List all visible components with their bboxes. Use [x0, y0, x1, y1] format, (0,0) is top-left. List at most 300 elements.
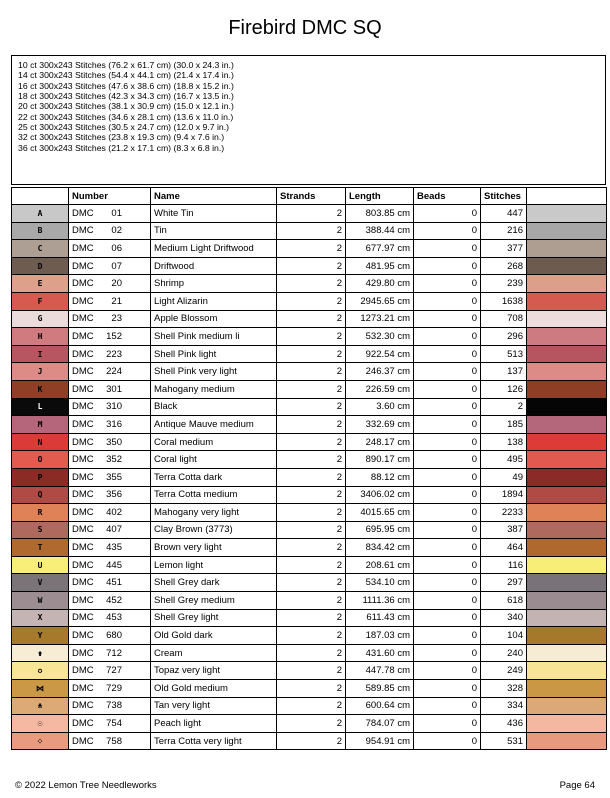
name-cell: Terra Cotta dark: [151, 468, 277, 486]
strands-cell: 2: [277, 328, 346, 346]
beads-cell: 0: [414, 627, 481, 645]
symbol-cell: J: [12, 363, 69, 381]
brand-label: DMC: [72, 682, 94, 694]
symbol-cell: Y: [12, 627, 69, 645]
name-cell: Shrimp: [151, 275, 277, 293]
header-symbol: [12, 188, 69, 205]
stitches-cell: 296: [481, 328, 527, 346]
floss-number: 316: [106, 418, 122, 430]
name-cell: Old Gold medium: [151, 680, 277, 698]
brand-label: DMC: [72, 700, 94, 712]
length-cell: 3.60 cm: [346, 398, 414, 416]
strands-cell: 2: [277, 205, 346, 223]
table-row: [12, 697, 607, 715]
fabric-sizes-box: [11, 55, 606, 185]
floss-number: 20: [111, 278, 122, 290]
stitches-cell: 240: [481, 644, 527, 662]
floss-number: 21: [111, 295, 122, 307]
symbol-cell: P: [12, 468, 69, 486]
floss-number: 680: [106, 630, 122, 642]
name-cell: Brown very light: [151, 539, 277, 557]
table-row: [12, 292, 607, 310]
number-cell: [69, 433, 151, 451]
table-row: [12, 205, 607, 223]
color-swatch: [527, 345, 607, 363]
length-cell: 677.97 cm: [346, 240, 414, 258]
floss-number: 712: [106, 647, 122, 659]
brand-label: DMC: [72, 489, 94, 501]
color-swatch: [527, 556, 607, 574]
brand-label: DMC: [72, 630, 94, 642]
header-beads: Beads: [414, 188, 481, 205]
symbol-cell: I: [12, 345, 69, 363]
length-cell: 1273.21 cm: [346, 310, 414, 328]
beads-cell: 0: [414, 574, 481, 592]
stitches-cell: 126: [481, 380, 527, 398]
brand-label: DMC: [72, 278, 94, 290]
floss-number: 352: [106, 454, 122, 466]
color-swatch: [527, 257, 607, 275]
name-cell: Terra Cotta very light: [151, 732, 277, 750]
fabric-size-line: 36 ct 300x243 Stitches (21.2 x 17.1 cm) (8.3 x 6.8 in.): [18, 142, 225, 153]
brand-label: DMC: [72, 207, 94, 219]
header-length: Length: [346, 188, 414, 205]
floss-number: 758: [106, 735, 122, 747]
stitches-cell: 328: [481, 680, 527, 698]
stitches-cell: 436: [481, 715, 527, 733]
strands-cell: 2: [277, 662, 346, 680]
strands-cell: 2: [277, 715, 346, 733]
length-cell: 248.17 cm: [346, 433, 414, 451]
table-row: [12, 662, 607, 680]
header-number: Number: [69, 188, 151, 205]
length-cell: 532.30 cm: [346, 328, 414, 346]
number-cell: [69, 504, 151, 522]
stitches-cell: 464: [481, 539, 527, 557]
symbol-cell: U: [12, 556, 69, 574]
floss-number: 452: [106, 594, 122, 606]
fabric-size-line: 22 ct 300x243 Stitches (34.6 x 28.1 cm) (13.6 x 11.0 in.): [18, 111, 234, 122]
color-swatch: [527, 627, 607, 645]
floss-number: 01: [111, 207, 122, 219]
symbol-cell: N: [12, 433, 69, 451]
symbol-cell: ✪: [12, 662, 69, 680]
beads-cell: 0: [414, 644, 481, 662]
number-cell: [69, 574, 151, 592]
header-strands: Strands: [277, 188, 346, 205]
fabric-size-line: 32 ct 300x243 Stitches (23.8 x 19.3 cm) (9.4 x 7.6 in.): [18, 132, 225, 143]
brand-label: DMC: [72, 260, 94, 272]
table-row: [12, 380, 607, 398]
brand-label: DMC: [72, 225, 94, 237]
stitches-cell: 2: [481, 398, 527, 416]
name-cell: Shell Pink medium li: [151, 328, 277, 346]
length-cell: 226.59 cm: [346, 380, 414, 398]
color-swatch: [527, 310, 607, 328]
table-row: [12, 574, 607, 592]
fabric-size-line: 25 ct 300x243 Stitches (30.5 x 24.7 cm) (12.0 x 9.7 in.): [18, 122, 230, 133]
floss-number: 355: [106, 471, 122, 483]
symbol-cell: G: [12, 310, 69, 328]
length-cell: 611.43 cm: [346, 609, 414, 627]
beads-cell: 0: [414, 345, 481, 363]
beads-cell: 0: [414, 292, 481, 310]
color-swatch: [527, 697, 607, 715]
length-cell: 922.54 cm: [346, 345, 414, 363]
name-cell: Coral light: [151, 451, 277, 469]
number-cell: [69, 363, 151, 381]
beads-cell: 0: [414, 451, 481, 469]
color-swatch: [527, 504, 607, 522]
floss-number: 152: [106, 330, 122, 342]
beads-cell: 0: [414, 592, 481, 610]
floss-number: 738: [106, 700, 122, 712]
name-cell: Tan very light: [151, 697, 277, 715]
number-cell: [69, 539, 151, 557]
stitches-cell: 249: [481, 662, 527, 680]
stitches-cell: 104: [481, 627, 527, 645]
floss-number: 451: [106, 577, 122, 589]
length-cell: 890.17 cm: [346, 451, 414, 469]
beads-cell: 0: [414, 732, 481, 750]
strands-cell: 2: [277, 644, 346, 662]
table-row: [12, 275, 607, 293]
beads-cell: 0: [414, 504, 481, 522]
length-cell: 784.07 cm: [346, 715, 414, 733]
brand-label: DMC: [72, 348, 94, 360]
number-cell: [69, 240, 151, 258]
brand-label: DMC: [72, 383, 94, 395]
strands-cell: 2: [277, 732, 346, 750]
number-cell: [69, 521, 151, 539]
beads-cell: 0: [414, 486, 481, 504]
color-swatch: [527, 732, 607, 750]
color-swatch: [527, 328, 607, 346]
strands-cell: 2: [277, 468, 346, 486]
strands-cell: 2: [277, 222, 346, 240]
color-swatch: [527, 644, 607, 662]
number-cell: [69, 451, 151, 469]
strands-cell: 2: [277, 504, 346, 522]
strands-cell: 2: [277, 521, 346, 539]
beads-cell: 0: [414, 257, 481, 275]
table-row: [12, 715, 607, 733]
table-row: [12, 416, 607, 434]
symbol-cell: D: [12, 257, 69, 275]
symbol-cell: S: [12, 521, 69, 539]
name-cell: Clay Brown (3773): [151, 521, 277, 539]
brand-label: DMC: [72, 436, 94, 448]
floss-number: 729: [106, 682, 122, 694]
name-cell: Mahogany very light: [151, 504, 277, 522]
number-cell: [69, 556, 151, 574]
table-row: [12, 556, 607, 574]
footer-page-number: Page 64: [559, 780, 595, 791]
beads-cell: 0: [414, 363, 481, 381]
beads-cell: 0: [414, 416, 481, 434]
symbol-cell: V: [12, 574, 69, 592]
beads-cell: 0: [414, 697, 481, 715]
name-cell: Antique Mauve medium: [151, 416, 277, 434]
color-swatch: [527, 240, 607, 258]
symbol-cell: ⁘: [12, 732, 69, 750]
brand-label: DMC: [72, 559, 94, 571]
strands-cell: 2: [277, 539, 346, 557]
symbol-cell: ⋈: [12, 680, 69, 698]
strands-cell: 2: [277, 345, 346, 363]
name-cell: Old Gold dark: [151, 627, 277, 645]
stitches-cell: 116: [481, 556, 527, 574]
length-cell: 3406.02 cm: [346, 486, 414, 504]
symbol-cell: ☉: [12, 715, 69, 733]
table-row: [12, 486, 607, 504]
stitches-cell: 513: [481, 345, 527, 363]
beads-cell: 0: [414, 521, 481, 539]
number-cell: [69, 697, 151, 715]
table-row: [12, 257, 607, 275]
symbol-cell: O: [12, 451, 69, 469]
name-cell: Shell Pink light: [151, 345, 277, 363]
strands-cell: 2: [277, 451, 346, 469]
stitches-cell: 185: [481, 416, 527, 434]
beads-cell: 0: [414, 662, 481, 680]
beads-cell: 0: [414, 680, 481, 698]
strands-cell: 2: [277, 310, 346, 328]
table-row: [12, 609, 607, 627]
floss-number: 301: [106, 383, 122, 395]
length-cell: 332.69 cm: [346, 416, 414, 434]
strands-cell: 2: [277, 609, 346, 627]
length-cell: 589.85 cm: [346, 680, 414, 698]
length-cell: 431.60 cm: [346, 644, 414, 662]
symbol-cell: R: [12, 504, 69, 522]
name-cell: Shell Grey light: [151, 609, 277, 627]
brand-label: DMC: [72, 295, 94, 307]
stitches-cell: 1638: [481, 292, 527, 310]
table-row: [12, 451, 607, 469]
fabric-size-line: 20 ct 300x243 Stitches (38.1 x 30.9 cm) (15.0 x 12.1 in.): [18, 101, 234, 112]
color-swatch: [527, 275, 607, 293]
number-cell: [69, 715, 151, 733]
strands-cell: 2: [277, 292, 346, 310]
brand-label: DMC: [72, 594, 94, 606]
number-cell: [69, 398, 151, 416]
symbol-cell: L: [12, 398, 69, 416]
beads-cell: 0: [414, 205, 481, 223]
stitches-cell: 618: [481, 592, 527, 610]
brand-label: DMC: [72, 454, 94, 466]
floss-number: 223: [106, 348, 122, 360]
strands-cell: 2: [277, 592, 346, 610]
beads-cell: 0: [414, 609, 481, 627]
stitches-cell: 708: [481, 310, 527, 328]
color-swatch: [527, 451, 607, 469]
table-row: [12, 592, 607, 610]
name-cell: Medium Light Driftwood: [151, 240, 277, 258]
table-row: [12, 398, 607, 416]
name-cell: Tin: [151, 222, 277, 240]
length-cell: 2945.65 cm: [346, 292, 414, 310]
strands-cell: 2: [277, 380, 346, 398]
length-cell: 429.80 cm: [346, 275, 414, 293]
brand-label: DMC: [72, 524, 94, 536]
color-swatch: [527, 433, 607, 451]
strands-cell: 2: [277, 257, 346, 275]
table-row: [12, 680, 607, 698]
brand-label: DMC: [72, 401, 94, 413]
symbol-cell: Q: [12, 486, 69, 504]
length-cell: 388.44 cm: [346, 222, 414, 240]
table-row: [12, 732, 607, 750]
stitches-cell: 495: [481, 451, 527, 469]
brand-label: DMC: [72, 735, 94, 747]
brand-label: DMC: [72, 506, 94, 518]
color-swatch: [527, 363, 607, 381]
name-cell: Black: [151, 398, 277, 416]
header-name: Name: [151, 188, 277, 205]
floss-number: 356: [106, 489, 122, 501]
name-cell: Topaz very light: [151, 662, 277, 680]
color-swatch: [527, 592, 607, 610]
table-row: [12, 521, 607, 539]
stitches-cell: 297: [481, 574, 527, 592]
beads-cell: 0: [414, 433, 481, 451]
number-cell: [69, 627, 151, 645]
name-cell: Driftwood: [151, 257, 277, 275]
strands-cell: 2: [277, 680, 346, 698]
number-cell: [69, 275, 151, 293]
length-cell: 481.95 cm: [346, 257, 414, 275]
symbol-cell: E: [12, 275, 69, 293]
header-color: [527, 188, 607, 205]
floss-number: 07: [111, 260, 122, 272]
strands-cell: 2: [277, 627, 346, 645]
brand-label: DMC: [72, 366, 94, 378]
beads-cell: 0: [414, 240, 481, 258]
floss-number: 310: [106, 401, 122, 413]
strands-cell: 2: [277, 433, 346, 451]
number-cell: [69, 609, 151, 627]
color-swatch: [527, 292, 607, 310]
color-swatch: [527, 380, 607, 398]
length-cell: 534.10 cm: [346, 574, 414, 592]
strands-cell: 2: [277, 240, 346, 258]
number-cell: [69, 328, 151, 346]
number-cell: [69, 644, 151, 662]
stitches-cell: 340: [481, 609, 527, 627]
beads-cell: 0: [414, 468, 481, 486]
floss-table: [11, 187, 607, 750]
name-cell: White Tin: [151, 205, 277, 223]
floss-number: 402: [106, 506, 122, 518]
length-cell: 246.37 cm: [346, 363, 414, 381]
color-swatch: [527, 486, 607, 504]
symbol-cell: M: [12, 416, 69, 434]
stitches-cell: 447: [481, 205, 527, 223]
symbol-cell: B: [12, 222, 69, 240]
number-cell: [69, 662, 151, 680]
color-swatch: [527, 574, 607, 592]
floss-number: 06: [111, 242, 122, 254]
symbol-cell: K: [12, 380, 69, 398]
table-row: [12, 504, 607, 522]
brand-label: DMC: [72, 471, 94, 483]
number-cell: [69, 592, 151, 610]
number-cell: [69, 486, 151, 504]
beads-cell: 0: [414, 328, 481, 346]
stitches-cell: 138: [481, 433, 527, 451]
stitches-cell: 239: [481, 275, 527, 293]
length-cell: 803.85 cm: [346, 205, 414, 223]
symbol-cell: C: [12, 240, 69, 258]
brand-label: DMC: [72, 665, 94, 677]
strands-cell: 2: [277, 363, 346, 381]
name-cell: Apple Blossom: [151, 310, 277, 328]
beads-cell: 0: [414, 556, 481, 574]
strands-cell: 2: [277, 275, 346, 293]
length-cell: 88.12 cm: [346, 468, 414, 486]
floss-number: 754: [106, 718, 122, 730]
beads-cell: 0: [414, 539, 481, 557]
color-swatch: [527, 662, 607, 680]
symbol-cell: ⚱: [12, 644, 69, 662]
number-cell: [69, 222, 151, 240]
page-title: Firebird DMC SQ: [228, 17, 382, 39]
number-cell: [69, 257, 151, 275]
name-cell: Lemon light: [151, 556, 277, 574]
fabric-size-line: 16 ct 300x243 Stitches (47.6 x 38.6 cm) (18.8 x 15.2 in.): [18, 80, 234, 91]
color-swatch: [527, 609, 607, 627]
floss-number: 727: [106, 665, 122, 677]
brand-label: DMC: [72, 242, 94, 254]
floss-number: 23: [111, 313, 122, 325]
stitches-cell: 137: [481, 363, 527, 381]
number-cell: [69, 468, 151, 486]
number-cell: [69, 310, 151, 328]
color-swatch: [527, 680, 607, 698]
name-cell: Terra Cotta medium: [151, 486, 277, 504]
brand-label: DMC: [72, 330, 94, 342]
table-row: [12, 363, 607, 381]
beads-cell: 0: [414, 275, 481, 293]
name-cell: Cream: [151, 644, 277, 662]
fabric-size-line: 14 ct 300x243 Stitches (54.4 x 44.1 cm) (21.4 x 17.4 in.): [18, 70, 234, 81]
number-cell: [69, 680, 151, 698]
color-swatch: [527, 521, 607, 539]
length-cell: 187.03 cm: [346, 627, 414, 645]
table-row: [12, 468, 607, 486]
beads-cell: 0: [414, 715, 481, 733]
floss-number: 224: [106, 366, 122, 378]
stitches-cell: 216: [481, 222, 527, 240]
symbol-cell: A: [12, 205, 69, 223]
symbol-cell: T: [12, 539, 69, 557]
stitches-cell: 49: [481, 468, 527, 486]
symbol-cell: F: [12, 292, 69, 310]
fabric-size-line: 18 ct 300x243 Stitches (42.3 x 34.3 cm) (16.7 x 13.5 in.): [18, 91, 234, 102]
brand-label: DMC: [72, 313, 94, 325]
number-cell: [69, 292, 151, 310]
brand-label: DMC: [72, 418, 94, 430]
table-row: [12, 627, 607, 645]
table-row: [12, 328, 607, 346]
stitches-cell: 334: [481, 697, 527, 715]
floss-number: 435: [106, 542, 122, 554]
length-cell: 208.61 cm: [346, 556, 414, 574]
beads-cell: 0: [414, 222, 481, 240]
number-cell: [69, 732, 151, 750]
color-swatch: [527, 715, 607, 733]
